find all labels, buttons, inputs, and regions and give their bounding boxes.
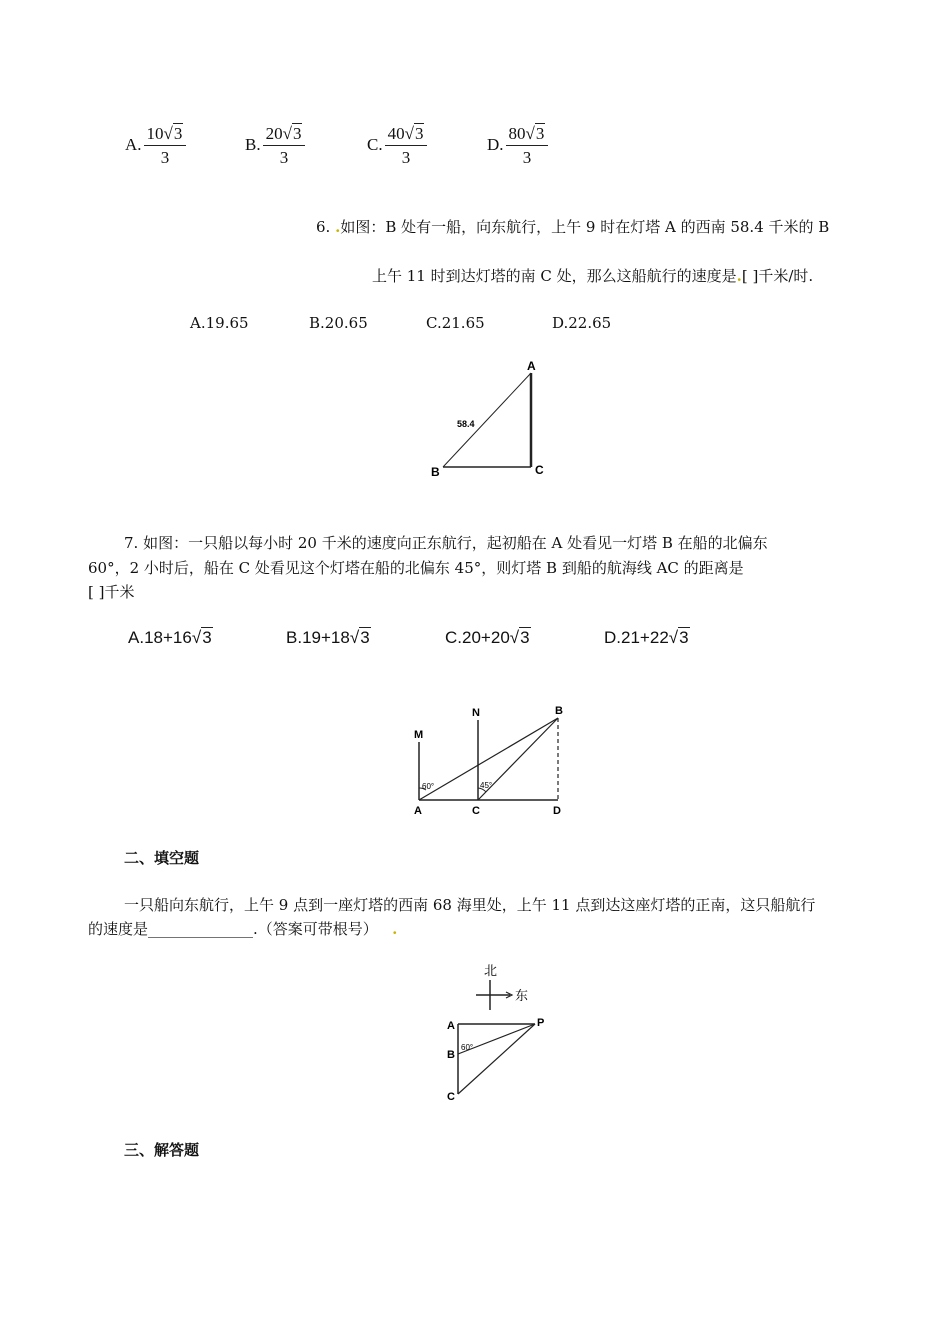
q5-option-a: A. $\frac{10√3}{3}$ <box>125 124 186 168</box>
q7-label-n: N <box>472 707 480 719</box>
s2-label-b: B <box>447 1049 455 1061</box>
q6-label-c: C <box>535 463 544 477</box>
q5-option-d: D. $\frac{80√3}{3}$ <box>487 124 548 168</box>
q7-option-a: A.18+16√3 <box>128 628 212 647</box>
section-2-heading: 二、填空题 <box>124 849 200 867</box>
q7-figure <box>405 700 575 822</box>
section-2-figure <box>440 960 560 1110</box>
q6-line-2: 上午 11 时到达灯塔的南 C 处，那么这船航行的速度是.[ ]千米/时. <box>372 267 814 285</box>
q6-option-c: C.21.65 <box>426 314 485 332</box>
q7-label-a: A <box>414 805 422 817</box>
q5-option-c: C. $\frac{40√3}{3}$ <box>367 124 427 168</box>
q6-option-d: D.22.65 <box>552 314 612 332</box>
s2-label-c: C <box>447 1091 455 1103</box>
s2-label-a: A <box>447 1020 455 1032</box>
q7-label-b: B <box>555 705 563 717</box>
q7-label-d: D <box>553 805 561 817</box>
q6-line-1: 6. .如图：B 处有一船，向东航行，上午 9 时在灯塔 A 的西南 58.4 千米的 B <box>316 218 830 236</box>
q6-label-b: B <box>431 465 440 479</box>
q7-line-3: [ ]千米 <box>88 583 135 601</box>
q7-line-2: 60°，2 小时后，船在 C 处看见这个灯塔在船的北偏东 45°，则灯塔 B 到船的航海线 AC 的距离是 <box>88 559 744 577</box>
q6-option-b: B.20.65 <box>309 314 368 332</box>
s2-label-p: P <box>537 1017 545 1029</box>
q6-option-a: A.19.65 <box>190 314 249 332</box>
section-3-heading: 三、解答题 <box>124 1141 200 1159</box>
q7-angle-45: 45° <box>480 781 493 790</box>
q7-option-b: B.19+18√3 <box>286 628 370 647</box>
section-2-line-2: 的速度是______________.（答案可带根号） . <box>88 920 398 938</box>
section-2-line-1: 一只船向东航行，上午 9 点到一座灯塔的西南 68 海里处，上午 11 点到达这座灯塔的正南，这只船航行 <box>124 896 816 914</box>
q6-figure <box>425 355 555 483</box>
q7-label-m: M <box>414 729 424 741</box>
q5-option-b: B. $\frac{20√3}{3}$ <box>245 124 305 168</box>
q6-label-a: A <box>527 359 536 373</box>
east-label: 东 <box>515 988 529 1003</box>
q6-length-label: 58.4 <box>457 419 475 429</box>
north-label: 北 <box>484 963 498 978</box>
s2-angle-60: 60° <box>461 1043 474 1052</box>
q7-option-d: D.21+22√3 <box>604 628 689 647</box>
q7-option-c: C.20+20√3 <box>445 628 530 647</box>
q7-angle-60: 60° <box>422 782 435 791</box>
q7-label-c: C <box>472 805 480 817</box>
q7-line-1: 7. 如图：一只船以每小时 20 千米的速度向正东航行，起初船在 A 处看见一灯塔 B 在船的北偏东 <box>124 534 768 552</box>
